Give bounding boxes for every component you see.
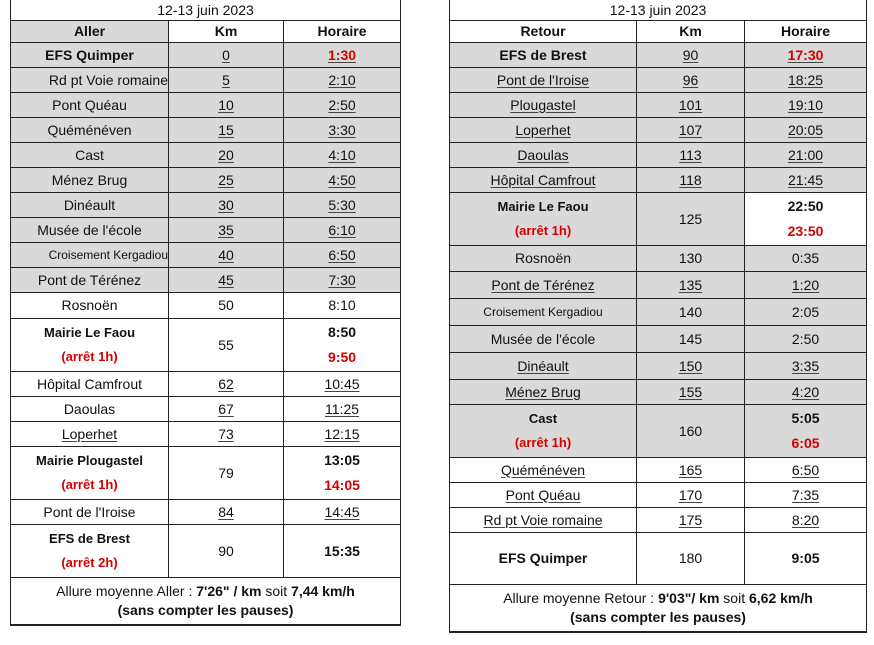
retour-time: 3:35: [745, 353, 867, 380]
aller-header-time: Horaire: [284, 21, 401, 43]
aller-time-departure: 9:50: [328, 349, 357, 365]
aller-time-stop: [284, 319, 401, 372]
aller-km: 50: [169, 293, 284, 319]
retour-time: 5:05: [791, 410, 820, 426]
aller-time: 3:30: [284, 118, 401, 143]
retour-row: [450, 93, 867, 118]
aller-place: [11, 243, 169, 268]
aller-place-stop: [11, 319, 169, 372]
retour-km: 96: [637, 68, 745, 93]
aller-place: Pont de Térénez: [11, 268, 169, 293]
retour-place: Quéménéven: [450, 458, 637, 483]
aller-place: Mairie Plougastel: [36, 453, 143, 468]
retour-km: 180: [637, 533, 745, 585]
aller-time: 14:45: [284, 500, 401, 525]
aller-row: [11, 218, 401, 243]
retour-place: Ménez Brug: [450, 380, 637, 405]
aller-stop-note: (arrêt 2h): [61, 555, 118, 570]
retour-place: Croisement Kergadiou: [450, 299, 637, 326]
retour-date-row: [450, 0, 867, 21]
retour-row: [450, 326, 867, 353]
retour-time: 17:30: [745, 43, 867, 68]
retour-km: 118: [637, 168, 745, 193]
retour-place-stop: [450, 193, 637, 246]
aller-place: Hôpital Camfrout: [11, 372, 169, 397]
aller-km: 79: [169, 447, 284, 500]
aller-time: 8:10: [284, 293, 401, 319]
retour-place: Rd pt Voie romaine: [450, 508, 637, 533]
aller-table-panel: [10, 0, 400, 626]
aller-row: [11, 118, 401, 143]
retour-time: 2:50: [745, 326, 867, 353]
retour-header-row: [450, 21, 867, 43]
retour-time: 1:20: [745, 272, 867, 299]
retour-time-stop: [745, 193, 867, 246]
aller-place-stop: [11, 525, 169, 578]
retour-km: 155: [637, 380, 745, 405]
aller-place: Rosnoën: [11, 293, 169, 319]
aller-footer-pace: 7'26" / km: [196, 583, 262, 599]
aller-row: [11, 168, 401, 193]
retour-footer: [450, 585, 867, 633]
aller-footer: [11, 578, 401, 626]
aller-row: [11, 43, 401, 68]
aller-time-stop: [284, 447, 401, 500]
retour-row: [450, 533, 867, 585]
aller-time: 11:25: [284, 397, 401, 422]
retour-stop-note: (arrêt 1h): [514, 223, 572, 238]
aller-km: 0: [169, 43, 284, 68]
aller-time: 8:50: [328, 324, 357, 340]
retour-place: Mairie Le Faou: [497, 199, 589, 214]
retour-footer-soit: soit: [719, 590, 749, 606]
retour-km: 107: [637, 118, 745, 143]
aller-row: [11, 68, 401, 93]
retour-time: 8:20: [745, 508, 867, 533]
retour-row-stop: [450, 405, 867, 458]
aller-km: 20: [169, 143, 284, 168]
aller-stop-note: (arrêt 1h): [61, 349, 118, 364]
retour-time-departure: 6:05: [791, 435, 820, 451]
aller-time: 7:30: [284, 268, 401, 293]
aller-place: Quéménéven: [11, 118, 169, 143]
retour-row: [450, 508, 867, 533]
aller-km: 67: [169, 397, 284, 422]
retour-place-stop: [450, 405, 637, 458]
retour-footer-label: Allure moyenne Retour :: [503, 590, 659, 606]
aller-footer-soit: soit: [261, 583, 292, 599]
aller-time: 12:15: [284, 422, 401, 447]
aller-time: 6:10: [284, 218, 401, 243]
retour-place: Musée de l'école: [450, 326, 637, 353]
retour-footer-note: (sans compter les pauses): [570, 609, 746, 625]
aller-km: 5: [169, 68, 284, 93]
retour-place: EFS de Brest: [450, 43, 637, 68]
aller-place: [11, 68, 169, 93]
aller-row: [11, 143, 401, 168]
aller-place: Pont de l'Iroise: [11, 500, 169, 525]
aller-time: 5:30: [284, 193, 401, 218]
retour-time: 7:35: [745, 483, 867, 508]
aller-place: Ménez Brug: [11, 168, 169, 193]
aller-time-departure: 14:05: [324, 477, 360, 493]
aller-time: 15:35: [284, 525, 401, 578]
aller-footer-row: [11, 578, 401, 626]
aller-km: 73: [169, 422, 284, 447]
retour-footer-pace: 9'03"/ km: [658, 590, 720, 606]
aller-km: 35: [169, 218, 284, 243]
retour-km: 145: [637, 326, 745, 353]
aller-time: 2:50: [284, 93, 401, 118]
aller-row-stop: [11, 447, 401, 500]
aller-time: 2:10: [284, 68, 401, 93]
aller-place: Pont Quéau: [11, 93, 169, 118]
retour-row: [450, 246, 867, 272]
aller-stop-note: (arrêt 1h): [61, 477, 118, 492]
aller-place: Daoulas: [11, 397, 169, 422]
retour-row: [450, 143, 867, 168]
retour-time: 0:35: [745, 246, 867, 272]
retour-row: [450, 353, 867, 380]
retour-time: 9:05: [745, 533, 867, 585]
aller-row: [11, 293, 401, 319]
aller-time: 4:50: [284, 168, 401, 193]
retour-row: [450, 458, 867, 483]
retour-place: Plougastel: [450, 93, 637, 118]
retour-place: Pont de Térénez: [450, 272, 637, 299]
retour-km: 135: [637, 272, 745, 299]
aller-km: 45: [169, 268, 284, 293]
aller-row: [11, 422, 401, 447]
aller-header-row: [11, 21, 401, 43]
aller-time: 10:45: [284, 372, 401, 397]
aller-row-stop: [11, 525, 401, 578]
aller-place: EFS Quimper: [11, 43, 169, 68]
aller-km: 25: [169, 168, 284, 193]
retour-km: 125: [637, 193, 745, 246]
retour-time: 4:20: [745, 380, 867, 405]
aller-place: Cast: [11, 143, 169, 168]
aller-header-place: Aller: [11, 21, 169, 43]
aller-km: 40: [169, 243, 284, 268]
retour-km: 113: [637, 143, 745, 168]
aller-row: [11, 93, 401, 118]
retour-schedule-table: [449, 0, 867, 633]
aller-footer-label: Allure moyenne Aller :: [56, 583, 197, 599]
aller-km: 15: [169, 118, 284, 143]
retour-header-place: Retour: [450, 21, 637, 43]
retour-row-stop: [450, 193, 867, 246]
retour-km: 140: [637, 299, 745, 326]
aller-place: Loperhet: [11, 422, 169, 447]
retour-km: 130: [637, 246, 745, 272]
retour-row: [450, 483, 867, 508]
aller-footer-note: (sans compter les pauses): [117, 602, 294, 618]
aller-km: 55: [169, 319, 284, 372]
aller-km: 10: [169, 93, 284, 118]
retour-footer-speed: 6,62 km/h: [748, 590, 813, 606]
retour-km: 150: [637, 353, 745, 380]
aller-row: [11, 500, 401, 525]
retour-place: Hôpital Camfrout: [450, 168, 637, 193]
retour-place: Dinéault: [450, 353, 637, 380]
aller-place: EFS de Brest: [49, 531, 130, 546]
aller-footer-speed: 7,44 km/h: [291, 583, 355, 599]
aller-schedule-table: [10, 0, 401, 626]
aller-km: 90: [169, 525, 284, 578]
retour-km: 90: [637, 43, 745, 68]
aller-header-km: Km: [169, 21, 284, 43]
retour-row: [450, 299, 867, 326]
retour-row: [450, 43, 867, 68]
retour-km: 101: [637, 93, 745, 118]
retour-header-km: Km: [637, 21, 745, 43]
aller-place-text: Croisement Kergadiou: [48, 247, 168, 262]
retour-time: 19:10: [745, 93, 867, 118]
retour-time: 22:50: [787, 198, 824, 214]
retour-time: 2:05: [745, 299, 867, 326]
aller-time: 1:30: [284, 43, 401, 68]
aller-row-stop: [11, 319, 401, 372]
retour-table-panel: [449, 0, 866, 633]
aller-place-stop: [11, 447, 169, 500]
aller-place: Musée de l'école: [11, 218, 169, 243]
retour-place: Pont Quéau: [450, 483, 637, 508]
aller-row: [11, 372, 401, 397]
retour-time: 18:25: [745, 68, 867, 93]
aller-row: [11, 193, 401, 218]
retour-row: [450, 68, 867, 93]
aller-km: 30: [169, 193, 284, 218]
retour-row: [450, 118, 867, 143]
retour-km: 170: [637, 483, 745, 508]
retour-time-stop: [745, 405, 867, 458]
retour-time: 21:45: [745, 168, 867, 193]
retour-date: 12-13 juin 2023: [450, 0, 867, 21]
retour-place: Daoulas: [450, 143, 637, 168]
aller-place-text: Rd pt Voie romaine: [48, 71, 168, 88]
retour-time: 21:00: [745, 143, 867, 168]
retour-km: 175: [637, 508, 745, 533]
retour-place: Cast: [528, 411, 558, 426]
retour-place: EFS Quimper: [450, 533, 637, 585]
retour-row: [450, 168, 867, 193]
aller-place: Mairie Le Faou: [43, 325, 136, 340]
retour-km: 165: [637, 458, 745, 483]
aller-row: [11, 397, 401, 422]
retour-time: 20:05: [745, 118, 867, 143]
aller-km: 84: [169, 500, 284, 525]
aller-date-row: [11, 0, 401, 21]
retour-time-departure: 23:50: [787, 223, 824, 239]
retour-row: [450, 272, 867, 299]
aller-km: 62: [169, 372, 284, 397]
aller-row: [11, 268, 401, 293]
aller-time: 4:10: [284, 143, 401, 168]
retour-footer-row: [450, 585, 867, 633]
aller-date: 12-13 juin 2023: [11, 0, 401, 21]
aller-time: 13:05: [324, 452, 360, 468]
aller-time: 6:50: [284, 243, 401, 268]
retour-row: [450, 380, 867, 405]
retour-place: Loperhet: [450, 118, 637, 143]
aller-place: Dinéault: [11, 193, 169, 218]
retour-place: Rosnoën: [450, 246, 637, 272]
retour-header-time: Horaire: [745, 21, 867, 43]
retour-km: 160: [637, 405, 745, 458]
retour-stop-note: (arrêt 1h): [514, 435, 572, 450]
aller-row: [11, 243, 401, 268]
retour-time: 6:50: [745, 458, 867, 483]
retour-place: Pont de l'Iroise: [450, 68, 637, 93]
